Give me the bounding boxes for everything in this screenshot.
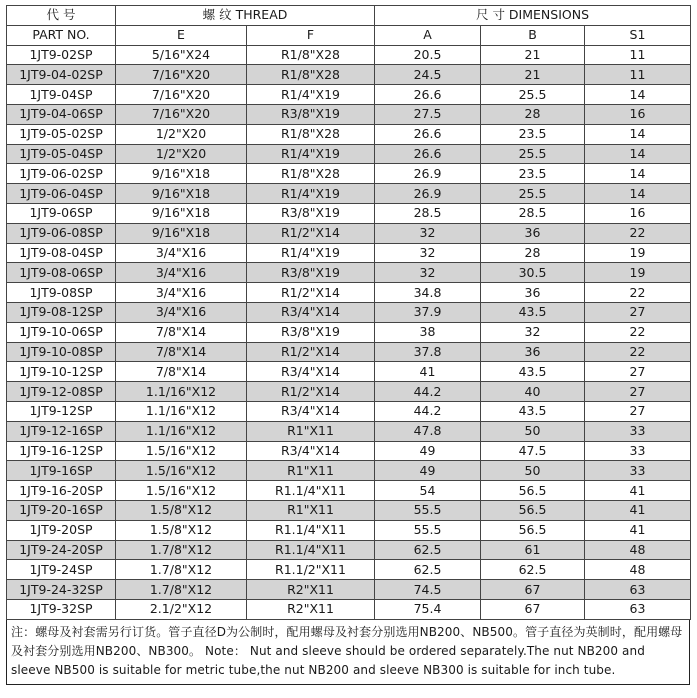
table-row [7, 243, 691, 263]
dim-s1-cell: 14 [585, 144, 691, 164]
dim-s1-cell: 33 [585, 421, 691, 441]
part-no-cell: 1JT9-10-06SP [7, 322, 116, 342]
dim-a-cell: 20.5 [375, 45, 481, 65]
dim-a-cell: 26.6 [375, 124, 481, 144]
dim-b-cell: 40 [481, 382, 585, 402]
thread-f-cell: R1.1/4"X11 [247, 540, 375, 560]
table-row [7, 481, 691, 501]
dim-a-cell: 54 [375, 481, 481, 501]
dim-b-cell: 56.5 [481, 500, 585, 520]
thread-e-cell: 7/8"X14 [116, 322, 247, 342]
thread-e-cell: 1/2"X20 [116, 144, 247, 164]
thread-f-cell: R1.1/2"X11 [247, 560, 375, 580]
dim-s1-cell: 16 [585, 104, 691, 124]
dim-s1-cell: 63 [585, 599, 691, 619]
footnote: 注：螺母及衬套需另行订货。管子直径D为公制时，配用螺母及衬套分别选用NB200、NB500。管子直径为英制时，配用螺母及衬套分别选用NB200、NB300。 Note： Nut and sleeve should be ordered separately.The nut NB200 and sleeve NB500 is suitable for metric tube,the nut NB200 and sleeve NB300 is suitable for inch tube. [6, 620, 690, 685]
thread-f-cell: R1/4"X19 [247, 85, 375, 105]
thread-f-cell: R2"X11 [247, 599, 375, 619]
table-row [7, 302, 691, 322]
table-header [7, 6, 691, 46]
col-f-header: F [247, 25, 375, 45]
dim-a-cell: 26.6 [375, 144, 481, 164]
dim-b-cell: 32 [481, 322, 585, 342]
dim-b-cell: 50 [481, 421, 585, 441]
dim-a-cell: 55.5 [375, 500, 481, 520]
dim-s1-cell: 14 [585, 164, 691, 184]
thread-e-cell: 1.5/8"X12 [116, 520, 247, 540]
thread-e-cell: 3/4"X16 [116, 243, 247, 263]
thread-f-cell: R1/8"X28 [247, 45, 375, 65]
table-row [7, 500, 691, 520]
dim-s1-cell: 41 [585, 520, 691, 540]
thread-f-cell: R1/8"X28 [247, 124, 375, 144]
thread-e-cell: 1/2"X20 [116, 124, 247, 144]
col-b-header: B [481, 25, 585, 45]
part-no-header: PART NO. [7, 25, 116, 45]
thread-f-cell: R1/2"X14 [247, 342, 375, 362]
table-row [7, 184, 691, 204]
dim-a-cell: 47.8 [375, 421, 481, 441]
part-no-cell: 1JT9-04SP [7, 85, 116, 105]
dim-s1-cell: 11 [585, 65, 691, 85]
part-no-cell: 1JT9-24SP [7, 560, 116, 580]
thread-e-cell: 9/16"X18 [116, 164, 247, 184]
dim-b-cell: 36 [481, 223, 585, 243]
dimensions-group-header: 尺 寸 DIMENSIONS [375, 6, 691, 26]
dim-a-cell: 32 [375, 223, 481, 243]
thread-f-cell: R1"X11 [247, 461, 375, 481]
thread-e-cell: 1.7/8"X12 [116, 560, 247, 580]
thread-e-cell: 3/4"X16 [116, 283, 247, 303]
part-no-cell: 1JT9-16-12SP [7, 441, 116, 461]
thread-f-cell: R3/8"X19 [247, 104, 375, 124]
dim-a-cell: 62.5 [375, 560, 481, 580]
dim-b-cell: 28 [481, 243, 585, 263]
part-no-cell: 1JT9-08-12SP [7, 302, 116, 322]
dim-b-cell: 67 [481, 599, 585, 619]
spec-sheet [6, 5, 690, 685]
part-no-cell: 1JT9-06-04SP [7, 184, 116, 204]
table-row [7, 263, 691, 283]
dim-b-cell: 67 [481, 580, 585, 600]
thread-f-cell: R3/8"X19 [247, 203, 375, 223]
thread-e-cell: 1.7/8"X12 [116, 580, 247, 600]
table-row [7, 144, 691, 164]
dim-s1-cell: 41 [585, 500, 691, 520]
table-row [7, 362, 691, 382]
table-row [7, 164, 691, 184]
dim-a-cell: 37.9 [375, 302, 481, 322]
table-row [7, 382, 691, 402]
dim-a-cell: 26.6 [375, 85, 481, 105]
thread-e-cell: 7/8"X14 [116, 362, 247, 382]
dim-b-cell: 30.5 [481, 263, 585, 283]
part-no-cell: 1JT9-04-06SP [7, 104, 116, 124]
thread-e-cell: 5/16"X24 [116, 45, 247, 65]
table-row [7, 124, 691, 144]
thread-e-cell: 2.1/2"X12 [116, 599, 247, 619]
dim-a-cell: 26.9 [375, 164, 481, 184]
thread-e-cell: 1.5/16"X12 [116, 441, 247, 461]
table-row [7, 203, 691, 223]
thread-f-cell: R3/4"X14 [247, 441, 375, 461]
dim-a-cell: 44.2 [375, 382, 481, 402]
dim-a-cell: 24.5 [375, 65, 481, 85]
col-a-header: A [375, 25, 481, 45]
dim-b-cell: 21 [481, 45, 585, 65]
part-no-cell: 1JT9-05-02SP [7, 124, 116, 144]
table-row [7, 65, 691, 85]
thread-e-cell: 3/4"X16 [116, 263, 247, 283]
dim-b-cell: 56.5 [481, 481, 585, 501]
dim-b-cell: 50 [481, 461, 585, 481]
thread-e-cell: 9/16"X18 [116, 223, 247, 243]
dim-a-cell: 41 [375, 362, 481, 382]
dim-b-cell: 47.5 [481, 441, 585, 461]
dim-s1-cell: 19 [585, 263, 691, 283]
dim-a-cell: 28.5 [375, 203, 481, 223]
part-no-cell: 1JT9-20-16SP [7, 500, 116, 520]
thread-f-cell: R3/4"X14 [247, 362, 375, 382]
thread-e-cell: 1.1/16"X12 [116, 421, 247, 441]
dim-s1-cell: 22 [585, 223, 691, 243]
table-row [7, 461, 691, 481]
table-row [7, 421, 691, 441]
dim-s1-cell: 41 [585, 481, 691, 501]
dim-s1-cell: 22 [585, 322, 691, 342]
table-body [7, 45, 691, 619]
thread-group-header: 螺 纹 THREAD [116, 6, 375, 26]
code-header: 代 号 [7, 6, 116, 26]
dim-s1-cell: 48 [585, 560, 691, 580]
dim-b-cell: 43.5 [481, 362, 585, 382]
table-row [7, 520, 691, 540]
dim-b-cell: 28 [481, 104, 585, 124]
part-no-cell: 1JT9-10-08SP [7, 342, 116, 362]
dim-a-cell: 32 [375, 263, 481, 283]
dim-b-cell: 25.5 [481, 184, 585, 204]
part-no-cell: 1JT9-12-08SP [7, 382, 116, 402]
dim-s1-cell: 27 [585, 362, 691, 382]
dim-a-cell: 34.8 [375, 283, 481, 303]
dim-b-cell: 56.5 [481, 520, 585, 540]
dim-b-cell: 43.5 [481, 302, 585, 322]
table-row [7, 283, 691, 303]
table-row [7, 342, 691, 362]
part-no-cell: 1JT9-06SP [7, 203, 116, 223]
dim-b-cell: 25.5 [481, 144, 585, 164]
dim-s1-cell: 14 [585, 85, 691, 105]
thread-f-cell: R3/4"X14 [247, 401, 375, 421]
table-row [7, 104, 691, 124]
dim-b-cell: 25.5 [481, 85, 585, 105]
thread-e-cell: 1.5/8"X12 [116, 500, 247, 520]
thread-f-cell: R1/4"X19 [247, 184, 375, 204]
thread-e-cell: 7/16"X20 [116, 65, 247, 85]
thread-e-cell: 1.1/16"X12 [116, 382, 247, 402]
dim-s1-cell: 27 [585, 401, 691, 421]
thread-e-cell: 9/16"X18 [116, 203, 247, 223]
table-row [7, 441, 691, 461]
thread-f-cell: R1"X11 [247, 500, 375, 520]
thread-e-cell: 1.5/16"X12 [116, 481, 247, 501]
dim-b-cell: 36 [481, 283, 585, 303]
part-no-cell: 1JT9-02SP [7, 45, 116, 65]
dim-a-cell: 62.5 [375, 540, 481, 560]
thread-f-cell: R1.1/4"X11 [247, 520, 375, 540]
part-no-cell: 1JT9-20SP [7, 520, 116, 540]
thread-f-cell: R1/2"X14 [247, 223, 375, 243]
dim-b-cell: 36 [481, 342, 585, 362]
table-row [7, 580, 691, 600]
col-e-header: E [116, 25, 247, 45]
dim-a-cell: 44.2 [375, 401, 481, 421]
part-no-cell: 1JT9-04-02SP [7, 65, 116, 85]
thread-f-cell: R1/8"X28 [247, 164, 375, 184]
dim-s1-cell: 63 [585, 580, 691, 600]
thread-f-cell: R2"X11 [247, 580, 375, 600]
part-no-cell: 1JT9-16SP [7, 461, 116, 481]
part-no-cell: 1JT9-08-04SP [7, 243, 116, 263]
dim-s1-cell: 14 [585, 184, 691, 204]
part-no-cell: 1JT9-32SP [7, 599, 116, 619]
dim-a-cell: 74.5 [375, 580, 481, 600]
part-no-cell: 1JT9-10-12SP [7, 362, 116, 382]
col-s1-header: S1 [585, 25, 691, 45]
thread-f-cell: R1/2"X14 [247, 382, 375, 402]
dim-a-cell: 49 [375, 461, 481, 481]
thread-e-cell: 3/4"X16 [116, 302, 247, 322]
dim-b-cell: 21 [481, 65, 585, 85]
table-row [7, 322, 691, 342]
dim-a-cell: 55.5 [375, 520, 481, 540]
dim-b-cell: 28.5 [481, 203, 585, 223]
thread-f-cell: R1/4"X19 [247, 144, 375, 164]
dim-a-cell: 49 [375, 441, 481, 461]
thread-e-cell: 1.5/16"X12 [116, 461, 247, 481]
part-no-cell: 1JT9-08-06SP [7, 263, 116, 283]
thread-f-cell: R3/4"X14 [247, 302, 375, 322]
table-row [7, 223, 691, 243]
dim-a-cell: 27.5 [375, 104, 481, 124]
part-no-cell: 1JT9-06-02SP [7, 164, 116, 184]
dim-a-cell: 38 [375, 322, 481, 342]
dim-b-cell: 61 [481, 540, 585, 560]
part-no-cell: 1JT9-06-08SP [7, 223, 116, 243]
thread-e-cell: 1.1/16"X12 [116, 401, 247, 421]
table-row [7, 401, 691, 421]
thread-f-cell: R1/8"X28 [247, 65, 375, 85]
thread-f-cell: R3/8"X19 [247, 322, 375, 342]
dim-s1-cell: 11 [585, 45, 691, 65]
dim-s1-cell: 27 [585, 302, 691, 322]
thread-e-cell: 7/16"X20 [116, 85, 247, 105]
thread-f-cell: R1/2"X14 [247, 283, 375, 303]
part-no-cell: 1JT9-08SP [7, 283, 116, 303]
table-row [7, 45, 691, 65]
thread-f-cell: R1.1/4"X11 [247, 481, 375, 501]
dimension-table [6, 5, 691, 620]
dim-s1-cell: 22 [585, 283, 691, 303]
dim-s1-cell: 14 [585, 124, 691, 144]
dim-s1-cell: 33 [585, 441, 691, 461]
part-no-cell: 1JT9-12-16SP [7, 421, 116, 441]
table-row [7, 560, 691, 580]
thread-f-cell: R1"X11 [247, 421, 375, 441]
thread-f-cell: R3/8"X19 [247, 263, 375, 283]
dim-a-cell: 32 [375, 243, 481, 263]
thread-e-cell: 7/16"X20 [116, 104, 247, 124]
thread-e-cell: 7/8"X14 [116, 342, 247, 362]
dim-a-cell: 75.4 [375, 599, 481, 619]
part-no-cell: 1JT9-16-20SP [7, 481, 116, 501]
part-no-cell: 1JT9-24-32SP [7, 580, 116, 600]
table-row [7, 599, 691, 619]
dim-a-cell: 37.8 [375, 342, 481, 362]
dim-s1-cell: 19 [585, 243, 691, 263]
dim-b-cell: 23.5 [481, 124, 585, 144]
dim-s1-cell: 27 [585, 382, 691, 402]
dim-b-cell: 43.5 [481, 401, 585, 421]
dim-s1-cell: 22 [585, 342, 691, 362]
dim-b-cell: 62.5 [481, 560, 585, 580]
table-row [7, 540, 691, 560]
table-row [7, 85, 691, 105]
thread-e-cell: 9/16"X18 [116, 184, 247, 204]
dim-s1-cell: 16 [585, 203, 691, 223]
thread-f-cell: R1/4"X19 [247, 243, 375, 263]
part-no-cell: 1JT9-12SP [7, 401, 116, 421]
dim-a-cell: 26.9 [375, 184, 481, 204]
dim-b-cell: 23.5 [481, 164, 585, 184]
part-no-cell: 1JT9-05-04SP [7, 144, 116, 164]
part-no-cell: 1JT9-24-20SP [7, 540, 116, 560]
dim-s1-cell: 33 [585, 461, 691, 481]
thread-e-cell: 1.7/8"X12 [116, 540, 247, 560]
dim-s1-cell: 48 [585, 540, 691, 560]
